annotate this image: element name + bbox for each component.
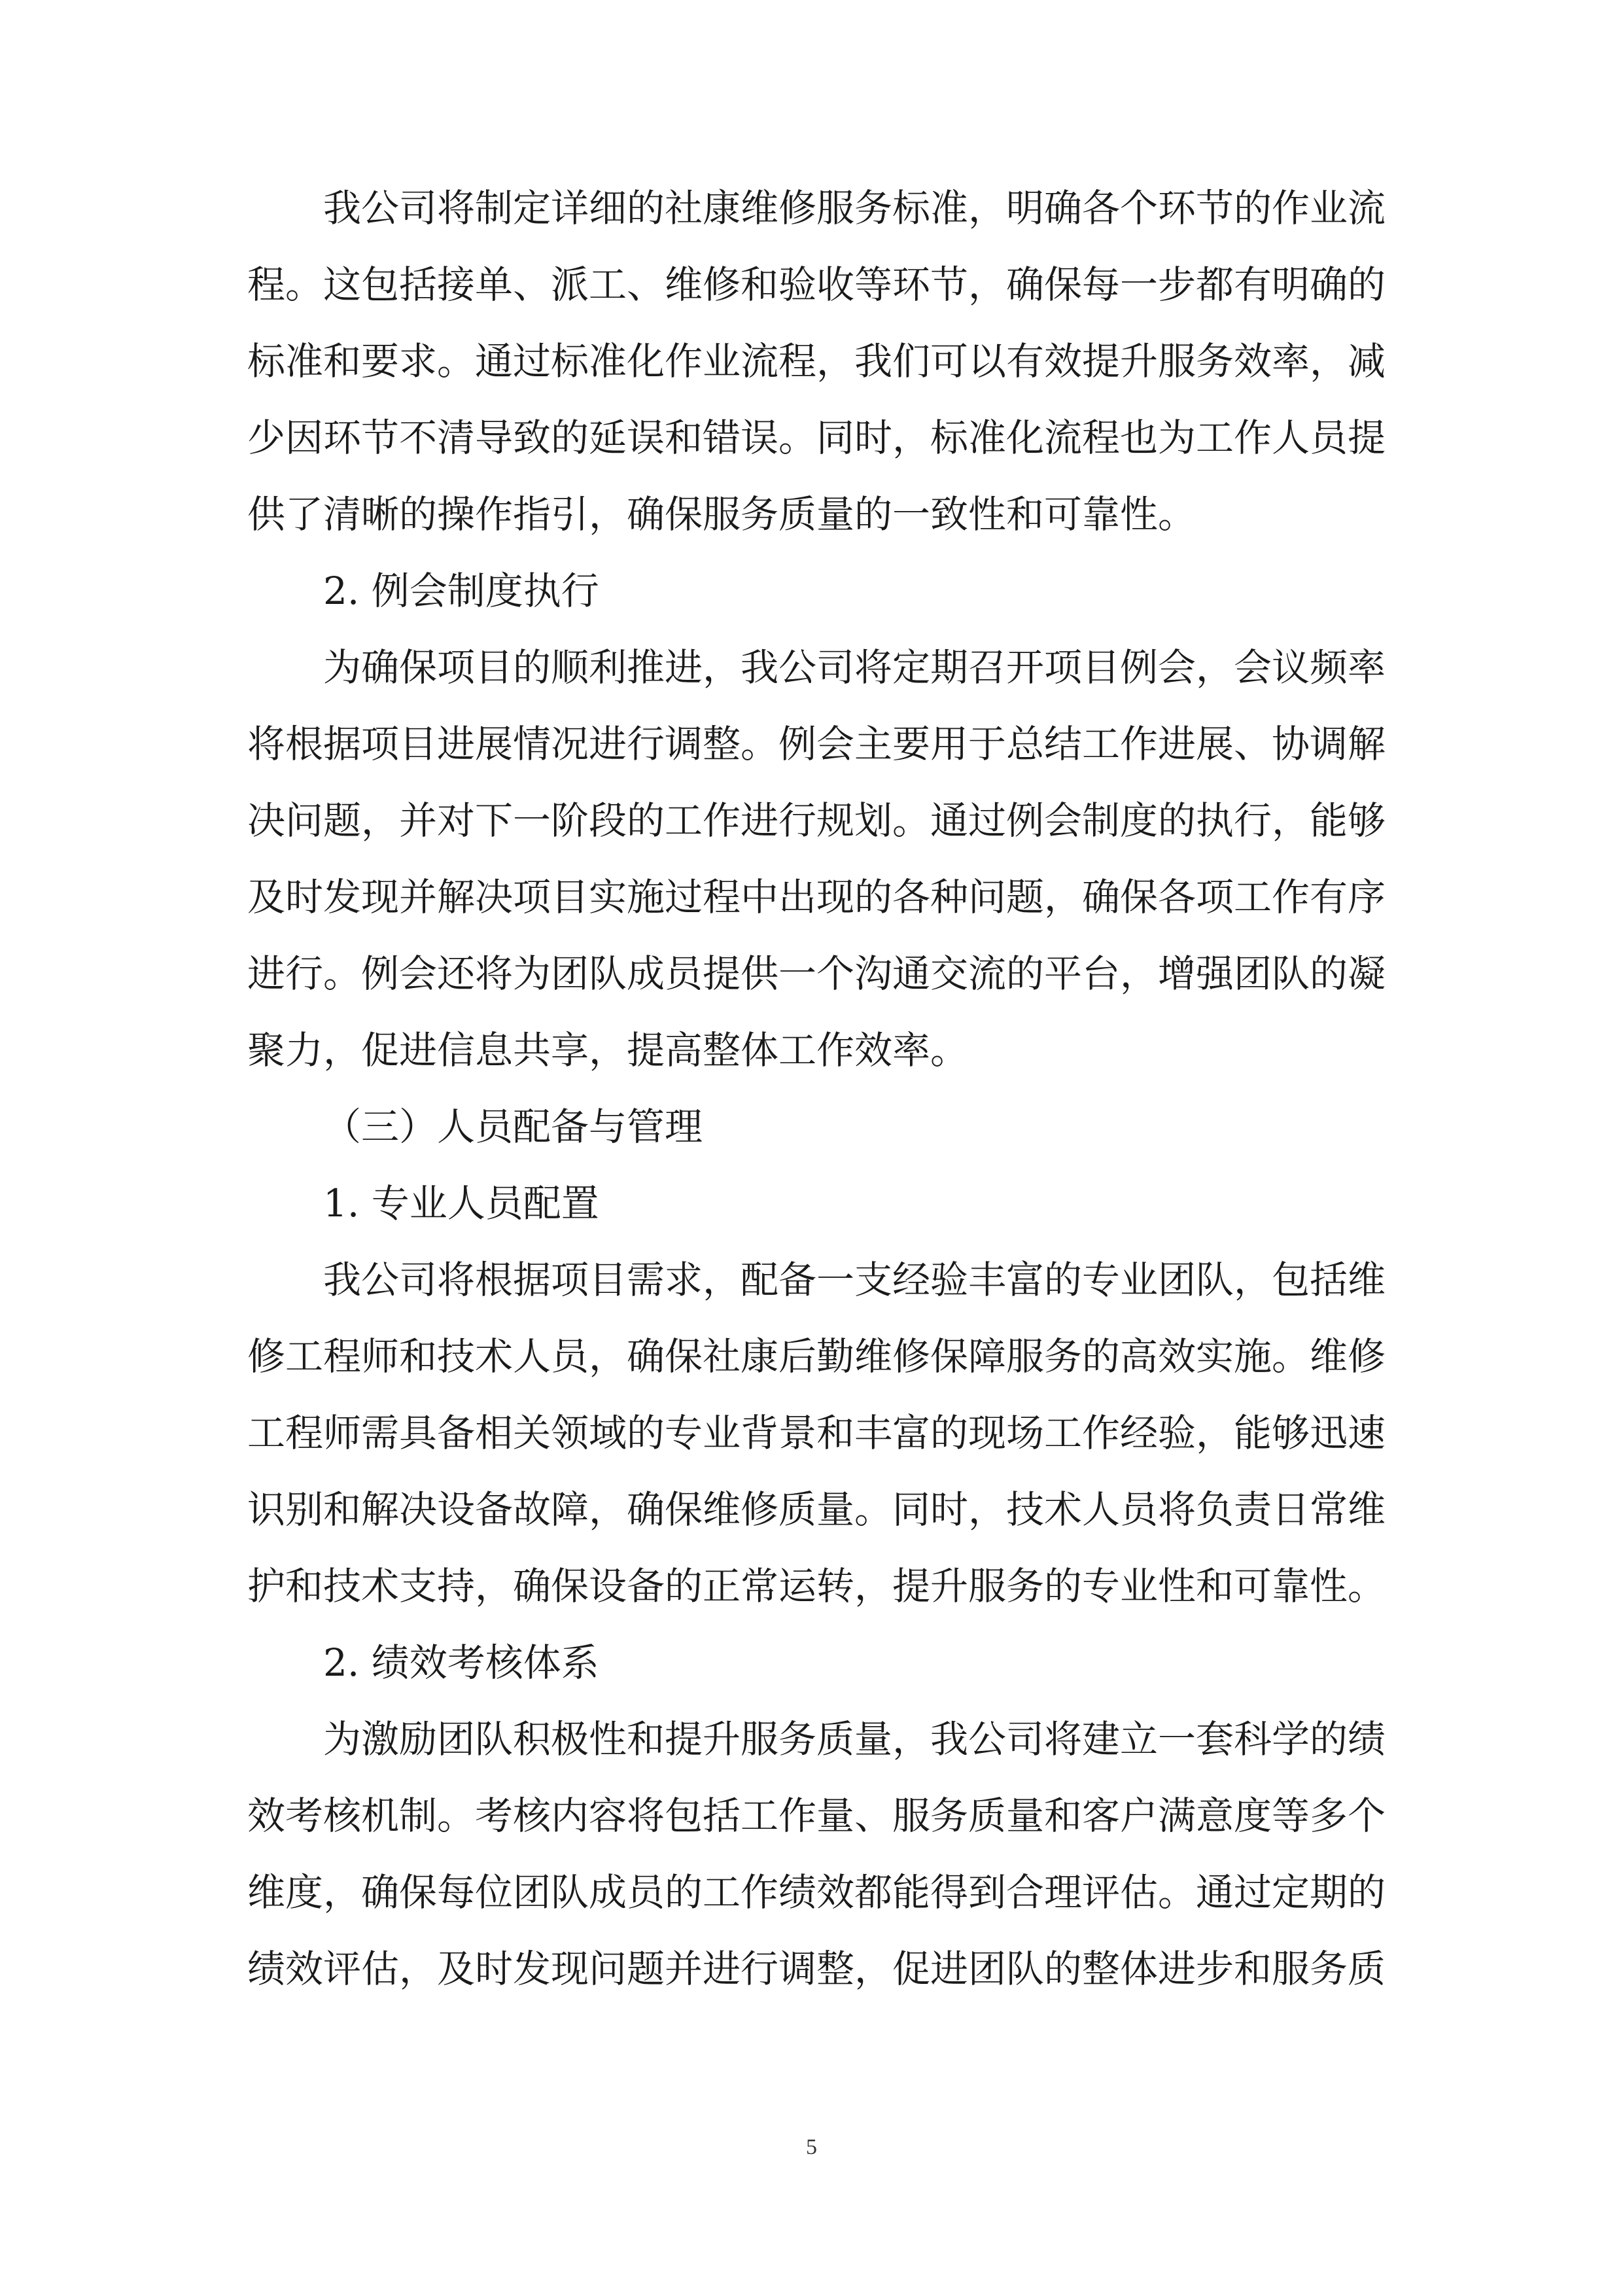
paragraph-line: 我公司将制定详细的社康维修服务标准，明确各个环节的作业流 <box>323 186 1386 230</box>
paragraph-line: 聚力，促进信息共享，提高整体工作效率。 <box>247 1028 969 1072</box>
paragraph-line: 效考核机制。考核内容将包括工作量、服务质量和客户满意度等多个 <box>247 1793 1386 1838</box>
document-body <box>247 170 1386 2007</box>
paragraph-line: 决问题，并对下一阶段的工作进行规划。通过例会制度的执行，能够 <box>247 798 1386 843</box>
section-heading: 2. 绩效考核体系 <box>323 1640 599 1685</box>
chapter-heading: （三）人员配备与管理 <box>323 1104 703 1149</box>
paragraph-line: 进行。例会还将为团队成员提供一个沟通交流的平台，增强团队的凝 <box>247 951 1386 996</box>
paragraph-line: 及时发现并解决项目实施过程中出现的各种问题，确保各项工作有序 <box>247 875 1386 919</box>
paragraph-line: 工程师需具备相关领域的专业背景和丰富的现场工作经验，能够迅速 <box>247 1411 1386 1455</box>
paragraph-line: 护和技术支持，确保设备的正常运转，提升服务的专业性和可靠性。 <box>247 1564 1386 1608</box>
page-number: 5 <box>806 2135 817 2159</box>
paragraph-line: 程。这包括接单、派工、维修和验收等环节，确保每一步都有明确的 <box>247 262 1386 307</box>
paragraph-line: 为激励团队积极性和提升服务质量，我公司将建立一套科学的绩 <box>323 1717 1386 1761</box>
paragraph-line: 标准和要求。通过标准化作业流程，我们可以有效提升服务效率，减 <box>247 339 1386 383</box>
paragraph-line: 我公司将根据项目需求，配备一支经验丰富的专业团队，包括维 <box>323 1258 1386 1302</box>
paragraph-line: 维度，确保每位团队成员的工作绩效都能得到合理评估。通过定期的 <box>247 1870 1386 1915</box>
paragraph-line: 供了清晰的操作指引，确保服务质量的一致性和可靠性。 <box>247 492 1196 537</box>
paragraph-line: 将根据项目进展情况进行调整。例会主要用于总结工作进展、协调解 <box>247 722 1386 766</box>
section-heading: 2. 例会制度执行 <box>323 569 599 613</box>
paragraph-line: 少因环节不清导致的延误和错误。同时，标准化流程也为工作人员提 <box>247 415 1386 460</box>
paragraph-line: 为确保项目的顺利推进，我公司将定期召开项目例会，会议频率 <box>323 645 1386 690</box>
paragraph-line: 绩效评估，及时发现问题并进行调整，促进团队的整体进步和服务质 <box>247 1947 1386 1991</box>
section-heading: 1. 专业人员配置 <box>323 1181 599 1226</box>
paragraph-line: 识别和解决设备故障，确保维修质量。同时，技术人员将负责日常维 <box>247 1487 1386 1532</box>
paragraph-line: 修工程师和技术人员，确保社康后勤维修保障服务的高效实施。维修 <box>247 1334 1386 1379</box>
